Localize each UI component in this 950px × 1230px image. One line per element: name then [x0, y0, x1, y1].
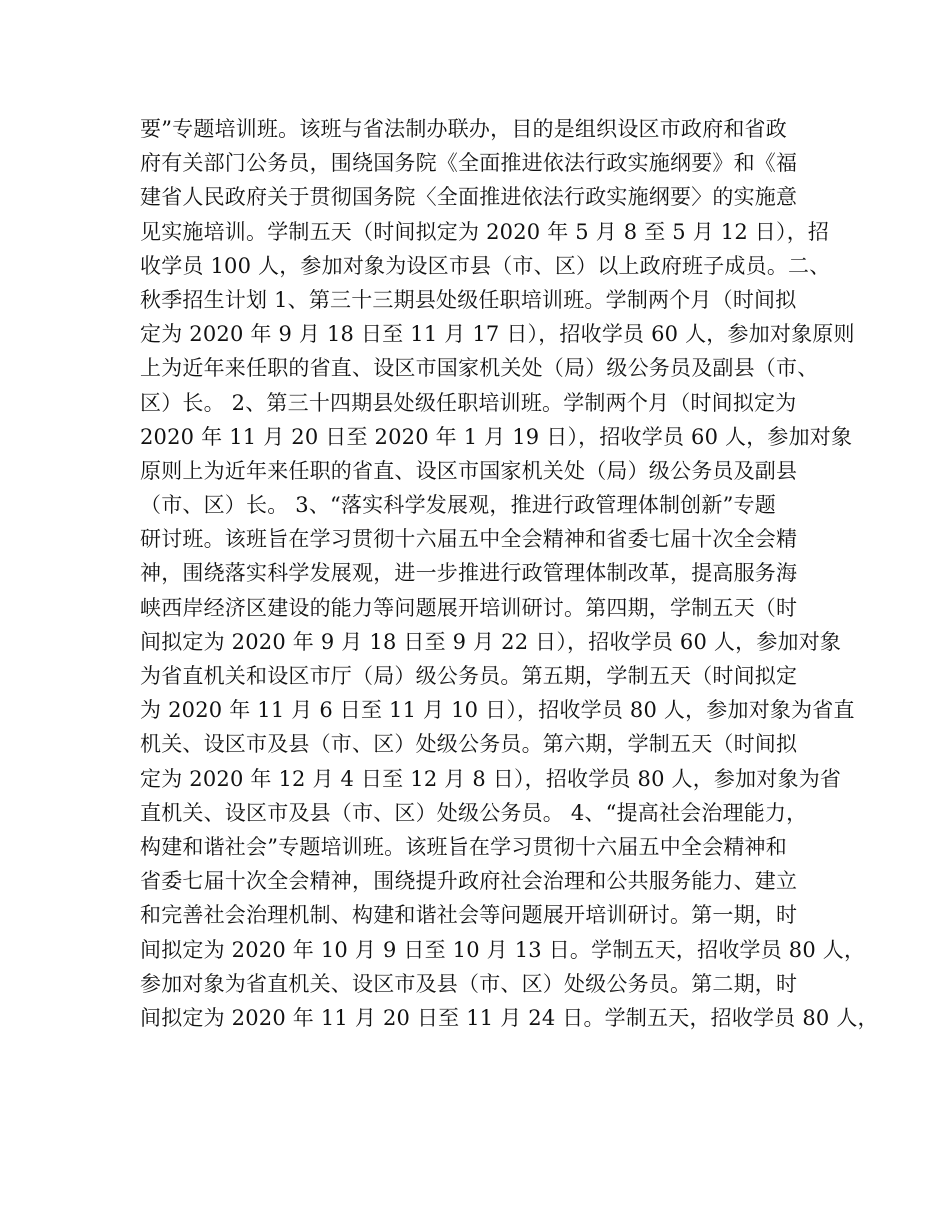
text-line: 为 2020 年 11 月 6 日至 11 月 10 日），招收学员 80 人，参加对象为省直 — [140, 698, 855, 723]
text-line: 要”专题培训班。该班与省法制办联办，目的是组织设区市政府和省政 — [140, 117, 787, 141]
text-line: 直机关、设区市及县（市、区）处级公务员。 4、“提高社会治理能力， — [140, 800, 808, 825]
text-line: 收学员 100 人，参加对象为设区市县（市、区）以上政府班子成员。二、 — [140, 253, 831, 278]
text-line: 机关、设区市及县（市、区）处级公务员。第六期，学制五天（时间拟 — [140, 732, 798, 757]
text-line: 2020 年 11 月 20 日至 2020 年 1 月 19 日），招收学员 60 人，参加对象 — [140, 424, 853, 449]
text-line: 峡西岸经济区建设的能力等问题展开培训研讨。第四期，学制五天（时 — [140, 595, 798, 620]
text-line: （市、区）长。 3、“落实科学发展观，推进行政管理体制创新”专题 — [140, 493, 776, 518]
text-line: 原则上为近年来任职的省直、设区市国家机关处（局）级公务员及副县 — [140, 458, 798, 483]
text-line: 定为 2020 年 9 月 18 日至 11 月 17 日），招收学员 60 人，参加对象原则 — [140, 322, 855, 347]
text-line: 为省直机关和设区市厅（局）级公务员。第五期，学制五天（时间拟定 — [140, 664, 798, 688]
text-line: 定为 2020 年 12 月 4 日至 12 月 8 日），招收学员 80 人，参加对象为省 — [140, 766, 842, 791]
text-line: 研讨班。该班旨在学习贯彻十六届五中全会精神和省委七届十次全会精 — [140, 527, 798, 552]
text-line: 秋季招生计划 1、第三十三期县处级任职培训班。学制两个月（时间拟 — [140, 287, 797, 312]
text-line: 神，围绕落实科学发展观，进一步推进行政管理体制改革，提高服务海 — [140, 561, 798, 586]
text-line: 建省人民政府关于贯彻国务院〈全面推进依法行政实施纲要〉的实施意 — [140, 185, 798, 210]
text-line: 构建和谐社会”专题培训班。该班旨在学习贯彻十六届五中全会精神和 — [140, 834, 787, 859]
text-line: 间拟定为 2020 年 9 月 18 日至 9 月 22 日），招收学员 60 人，参加对象 — [140, 629, 842, 654]
text-line: 间拟定为 2020 年 11 月 20 日至 11 月 24 日。学制五天，招收学员 80 人， — [140, 1005, 879, 1030]
text-line: 和完善社会治理机制、构建和谐社会等问题展开培训研讨。第一期，时 — [140, 903, 798, 928]
text-line: 省委七届十次全会精神，围绕提升政府社会治理和公共服务能力、建立 — [140, 869, 798, 894]
text-line: 见实施培训。学制五天（时间拟定为 2020 年 5 月 8 至 5 月 12 日），招 — [140, 219, 830, 244]
text-line: 区）长。 2、第三十四期县处级任职培训班。学制两个月（时间拟定为 — [140, 390, 797, 415]
text-line: 参加对象为省直机关、设区市及县（市、区）处级公务员。第二期，时 — [140, 971, 798, 996]
text-line: 上为近年来任职的省直、设区市国家机关处（局）级公务员及副县（市、 — [140, 356, 819, 381]
text-line: 间拟定为 2020 年 10 月 9 日至 10 月 13 日。学制五天，招收学员 80 人， — [140, 937, 866, 962]
text-line: 府有关部门公务员，围绕国务院《全面推进依法行政实施纲要》和《福 — [140, 151, 798, 176]
body-text — [140, 112, 879, 1035]
